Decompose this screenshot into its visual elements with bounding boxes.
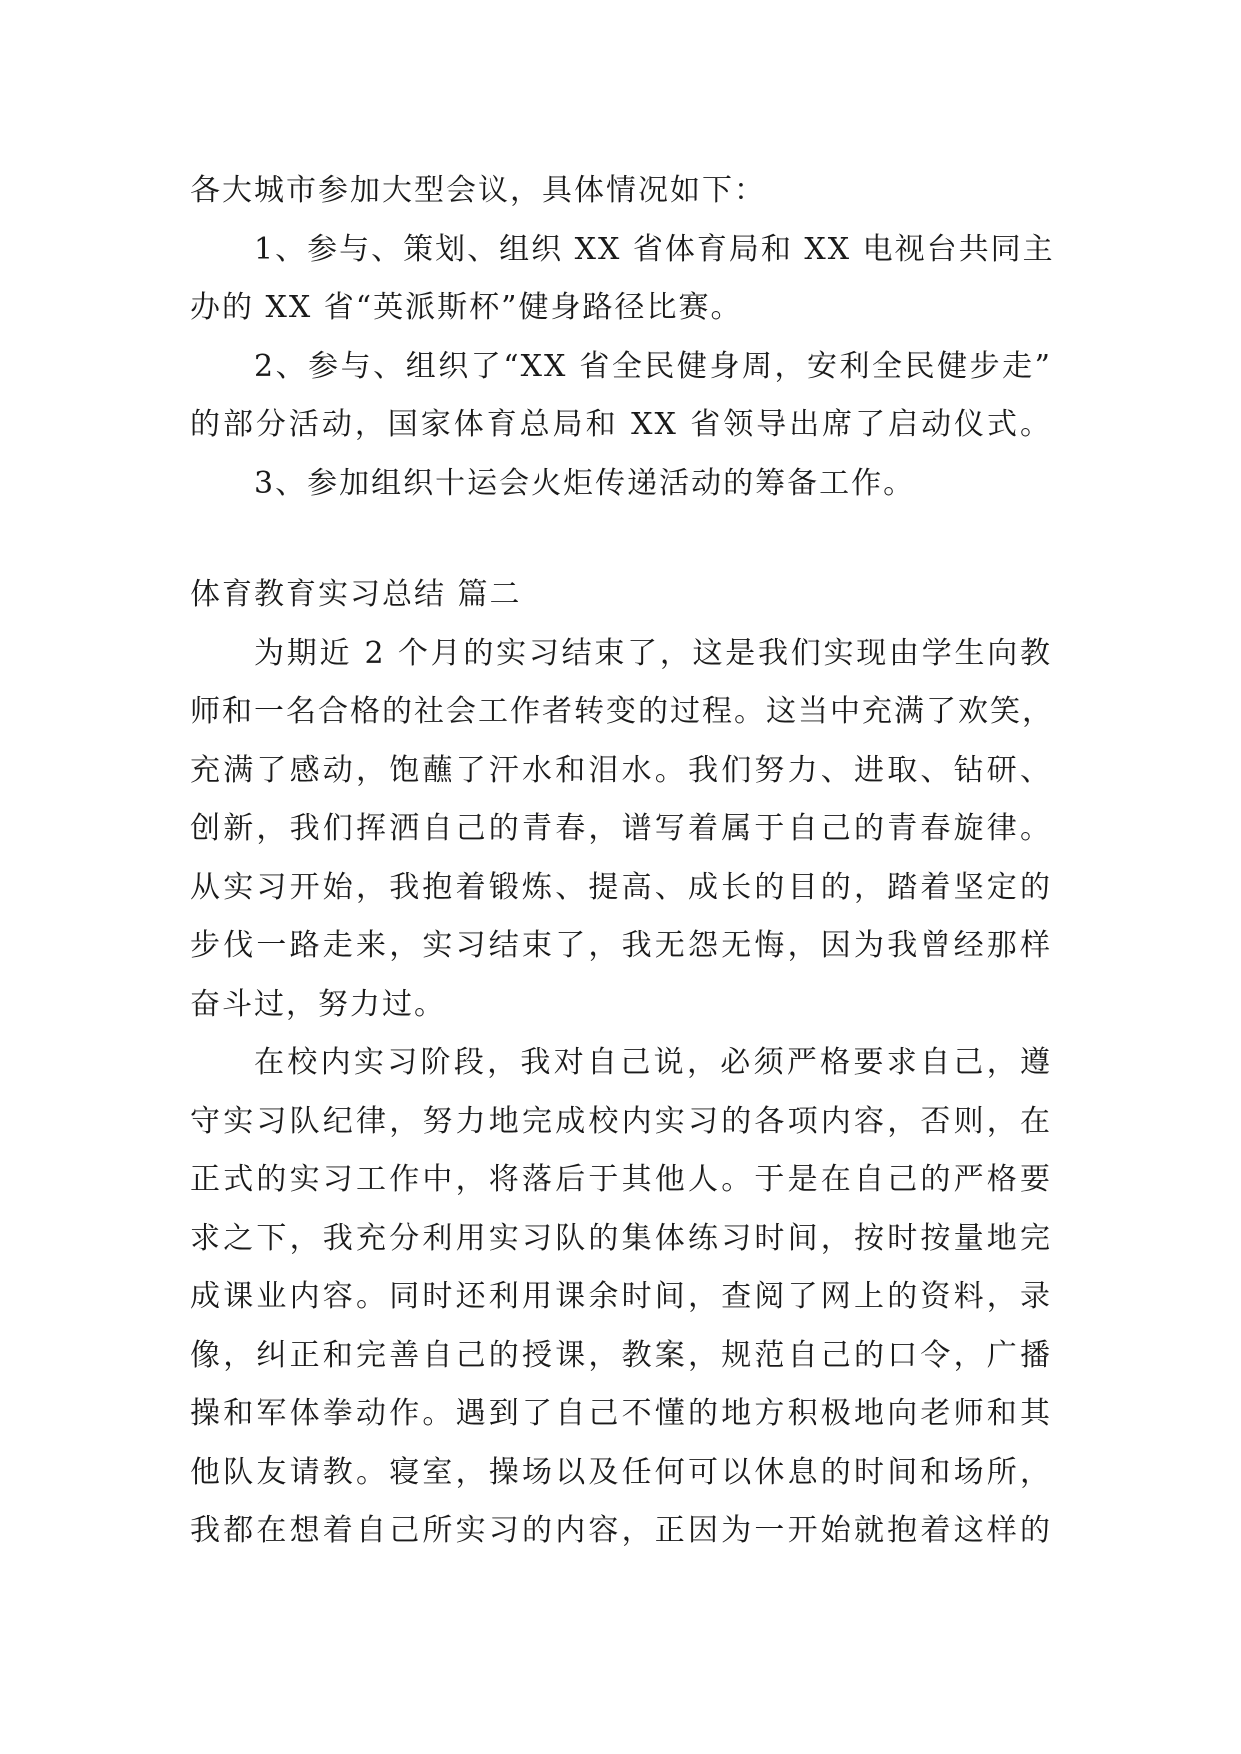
- list-item-1-line-2: 办的 XX 省“英派斯杯”健身路径比赛。: [190, 290, 743, 325]
- paragraph-1-line: 为期近 2 个月的实习结束了，这是我们实现由学生向教: [254, 635, 1052, 671]
- list-item-2-line-1: 2、参与、组织了“XX 省全民健身周，安利全民健步走”: [254, 348, 1052, 384]
- paragraph-1-line: 师和一名合格的社会工作者转变的过程。这当中充满了欢笑，: [190, 694, 1054, 729]
- paragraph-2-line: 守实习队纪律，努力地完成校内实习的各项内容，否则，在: [190, 1103, 1052, 1139]
- paragraph-1-line: 从实习开始，我抱着锻炼、提高、成长的目的，踏着坚定的: [190, 869, 1052, 905]
- list-item-1-line-1: 1、参与、策划、组织 XX 省体育局和 XX 电视台共同主: [254, 231, 1055, 267]
- list-item-3-line-1: 3、参加组织十运会火炬传递活动的筹备工作。: [254, 465, 916, 501]
- paragraph-1-line: 充满了感动，饱蘸了汗水和泪水。我们努力、进取、钻研、: [190, 752, 1052, 788]
- list-item-2-line-2: 的部分活动，国家体育总局和 XX 省领导出席了启动仪式。: [190, 407, 1052, 442]
- section-2-text: [190, 566, 1052, 1561]
- section-heading: 体育教育实习总结 篇二: [190, 577, 522, 612]
- paragraph-1-line: 步伐一路走来，实习结束了，我无怨无悔，因为我曾经那样: [190, 928, 1052, 963]
- paragraph-2-line: 像，纠正和完善自己的授课，教案，规范自己的口令，广播: [190, 1337, 1052, 1373]
- paragraph-1-line: 奋斗过，努力过。: [190, 986, 446, 1022]
- paragraph-2-line: 我都在想着自己所实习的内容，正因为一开始就抱着这样的: [190, 1513, 1052, 1548]
- paragraph-2-line: 正式的实习工作中，将落后于其他人。于是在自己的严格要: [190, 1162, 1052, 1197]
- paragraph-2-line: 操和军体拳动作。遇到了自己不懂的地方积极地向老师和其: [190, 1396, 1052, 1431]
- paragraph-1-line: 创新，我们挥洒自己的青春，谱写着属于自己的青春旋律。: [190, 811, 1052, 846]
- paragraph-2-line: 求之下，我充分利用实习队的集体练习时间，按时按量地完: [190, 1220, 1052, 1256]
- intro-line: 各大城市参加大型会议，具体情况如下：: [190, 173, 766, 208]
- paragraph-2-line: 他队友请教。寝室，操场以及任何可以休息的时间和场所，: [190, 1454, 1052, 1490]
- paragraph-2-line: 成课业内容。同时还利用课余时间，查阅了网上的资料，录: [190, 1279, 1052, 1314]
- paragraph-2-line: 在校内实习阶段，我对自己说，必须严格要求自己，遵: [254, 1045, 1052, 1080]
- section-1-text: [190, 162, 1055, 513]
